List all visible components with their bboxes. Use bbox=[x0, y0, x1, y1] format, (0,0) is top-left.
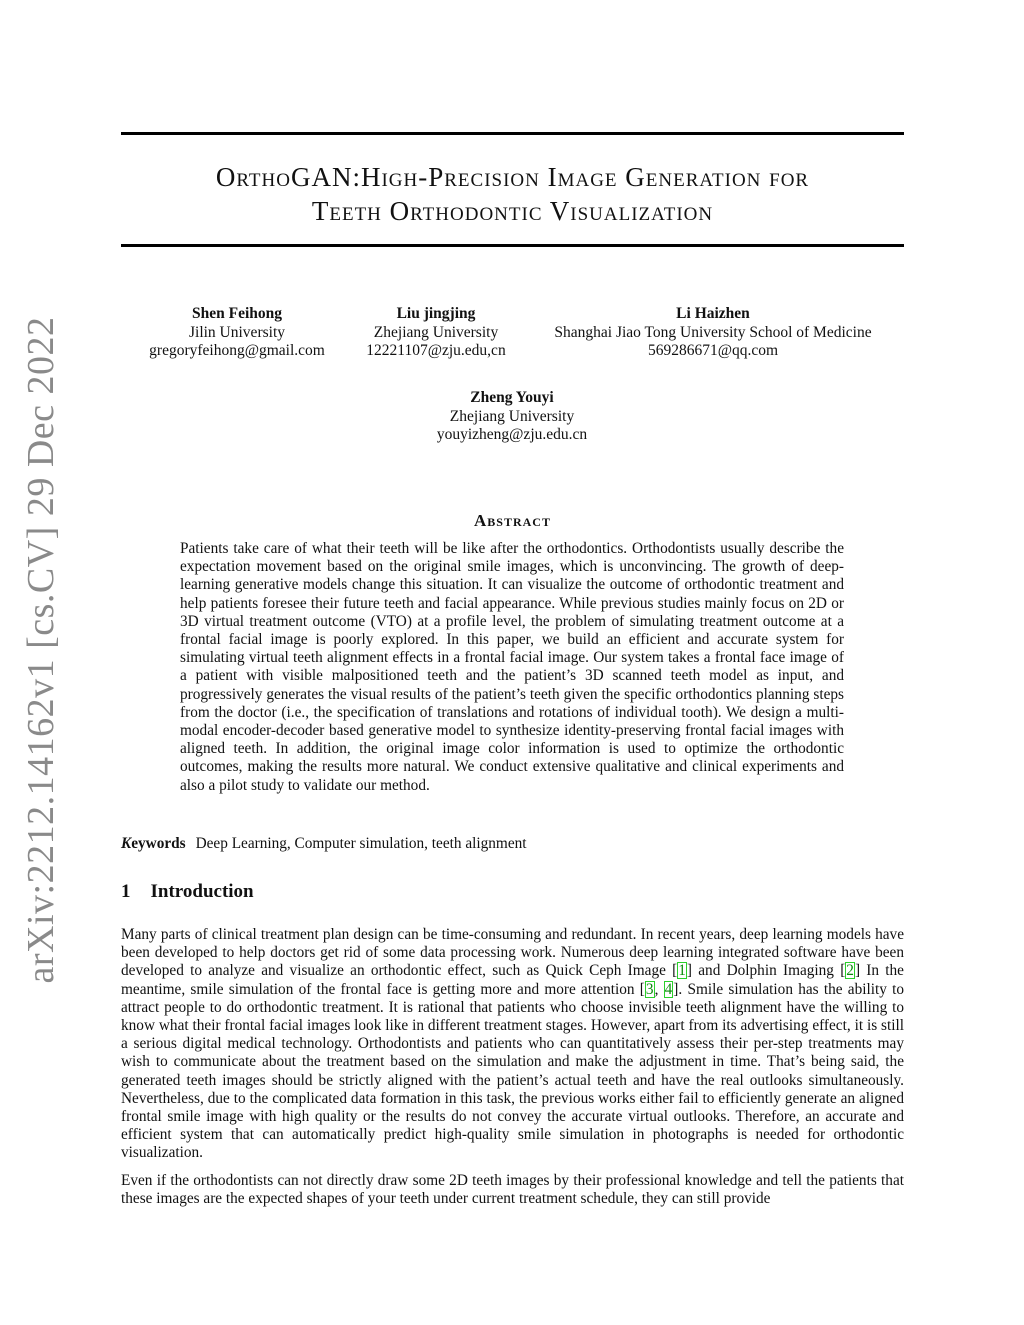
keywords-line bbox=[121, 835, 527, 853]
intro-paragraph-1 bbox=[121, 926, 904, 1163]
author-block bbox=[137, 305, 337, 361]
author-affiliation: Shanghai Jiao Tong University School of Medicine bbox=[554, 323, 872, 341]
author-block bbox=[412, 389, 612, 445]
paper-title bbox=[121, 160, 904, 228]
author-email[interactable]: youyizheng@zju.edu.cn bbox=[436, 426, 588, 443]
title-top-rule bbox=[121, 132, 904, 135]
title-bottom-rule bbox=[121, 244, 904, 247]
keywords-text: Deep Learning, Computer simulation, teeth alignment bbox=[195, 835, 527, 852]
citation-link[interactable]: 1 bbox=[678, 962, 686, 980]
section-title: Introduction bbox=[150, 881, 254, 902]
author-affiliation: Zhejiang University bbox=[449, 407, 575, 425]
author-name: Li Haizhen bbox=[676, 305, 750, 322]
section-heading bbox=[121, 881, 254, 903]
title-line-1: OrthoGAN:High-Precision Image Generation for bbox=[215, 162, 810, 192]
intro-text: ] and Dolphin Imaging [ bbox=[686, 962, 846, 980]
intro-paragraph-2: Even if the orthodontists can not directly draw some 2D teeth images by their professional knowledge and tell the patients that these images are the expected shapes of your teeth under current treatment schedule, they can still provide bbox=[121, 1172, 904, 1208]
citation-link[interactable]: 3 bbox=[645, 980, 654, 998]
author-email[interactable]: gregoryfeihong@gmail.com bbox=[149, 342, 325, 359]
author-affiliation: Zhejiang University bbox=[373, 323, 499, 341]
keywords-label-initial: K bbox=[121, 835, 132, 852]
author-affiliation: Jilin University bbox=[188, 323, 285, 341]
keywords-label bbox=[121, 835, 186, 852]
author-name: Shen Feihong bbox=[191, 305, 282, 322]
intro-text: ] In the meantime, smile simulation of the frontal face is getting more and more attention [ bbox=[121, 962, 904, 998]
abstract-text: Patients take care of what their teeth will be like after the orthodontics. Orthodontists usually describe the expectation movement based on the original smile images, which is unconvincing. The growth of deep-learning generative models change this situation. It can visualize the outcome of orthodontic treatment and help patients foresee their future teeth and facial appearance. While previous studies mainly focus on 2D or 3D virtual treatment outcome (VTO) at a profile level, the problem of simulating treatment outcome at a frontal facial image is poorly explored. In this paper, we build an efficient and accurate system for simulating virtual teeth alignment effects in a frontal facial image. Our system takes a frontal face image of a patient with visible malpositioned teeth and the patient’s 3D scanned teeth model as input, and progressively generates the visual results of the patient’s teeth given the specific orthodontics planning steps from the doctor (i.e., the specification of translations and rotations of individual tooth). We design a multi-modal encoder-decoder based generative model to synthesize identity-preserving frontal facial images with aligned teeth. In addition, the original image color information is used to optimize the orthodontic outcomes, making the results more natural. We conduct extensive qualitative and clinical experiments and also a pilot study to validate our method. bbox=[180, 540, 844, 794]
keywords-label-rest: eywords bbox=[131, 835, 186, 852]
author-email[interactable]: 569286671@qq.com bbox=[647, 342, 779, 359]
citation-separator: , bbox=[654, 980, 664, 998]
author-block bbox=[346, 305, 526, 361]
title-line-2: Teeth Orthodontic Visualization bbox=[311, 196, 714, 226]
author-block bbox=[532, 305, 894, 361]
citation-link[interactable]: 2 bbox=[846, 962, 854, 980]
author-email[interactable]: 12221107@zju.edu,cn bbox=[366, 342, 506, 359]
author-name: Liu jingjing bbox=[396, 305, 476, 322]
arxiv-identifier-stamp: arXiv:2212.14162v1 [cs.CV] 29 Dec 2022 bbox=[20, 316, 62, 984]
author-name: Zheng Youyi bbox=[470, 389, 554, 406]
intro-text: ]. Smile simulation has the ability to attract people to do orthodontic treatment. It is rational that patients who choose invisible teeth alignment have the willing to know what their frontal facial images look like in different treatment stages. However, apart from its advertising effect, it is still a serious digital medical technology. Orthodontists and patients who can quantitatively assess their per-step treatments may wish to communicate about the treatment based on the simulation and make the adjustment in time. That’s being said, the generated teeth images should be strictly aligned with the patient’s actual teeth and have the real outlooks simultaneously. Nevertheless, due to the complicated data formation in this task, the previous works either fail to efficiently generate an aligned frontal smile image with high quality or the results do not convey the accurate virtual outlooks. Therefore, an accurate and efficient system that can automatically predict high-quality smile simulation in photographs is needed for orthodontic visualization. bbox=[121, 980, 904, 1162]
section-number: 1 bbox=[121, 881, 131, 902]
intro-text: Many parts of clinical treatment plan design can be time-consuming and redundant. In recent years, deep learning models have been developed to help doctors get rid of some data processing work. Numerous deep learning integrated software have been developed to analyze and visualize an orthodontic effect, such as Quick Ceph Image [ bbox=[121, 926, 904, 980]
abstract-heading: Abstract bbox=[474, 511, 551, 530]
citation-link[interactable]: 4 bbox=[664, 980, 673, 998]
